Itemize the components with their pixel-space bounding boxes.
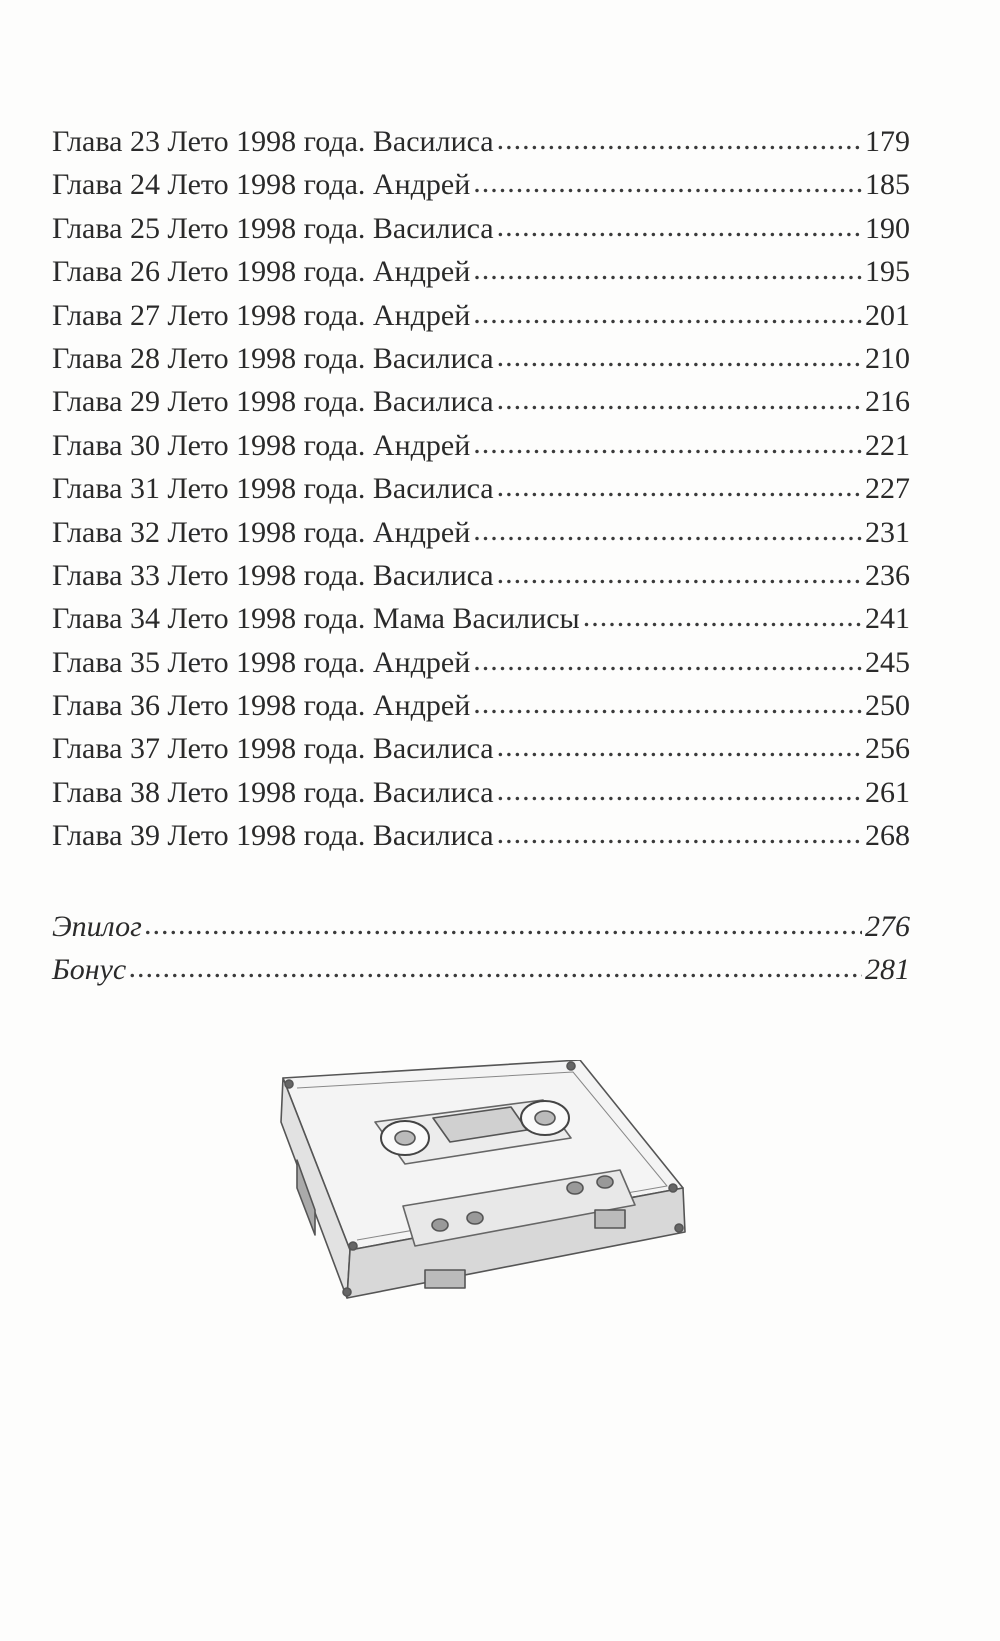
toc-dot-leader — [497, 725, 862, 768]
toc-entry — [52, 511, 910, 554]
toc-entry-page: 190 — [865, 211, 910, 245]
toc-entry — [52, 294, 910, 337]
toc-entry — [52, 814, 910, 857]
toc-entry-page: 236 — [865, 558, 910, 592]
toc-entry — [52, 727, 910, 770]
toc-entry-page: 256 — [865, 732, 910, 766]
toc-dot-leader — [473, 248, 862, 291]
toc-entry-title: Глава 34 Лето 1998 года. Мама Василисы — [52, 602, 580, 636]
toc-dot-leader — [129, 946, 862, 989]
toc-entry-page: 195 — [865, 255, 910, 289]
toc-entry-title: Глава 29 Лето 1998 года. Василиса — [52, 385, 494, 419]
toc-entry-page: 216 — [865, 385, 910, 419]
toc-dot-leader — [497, 552, 862, 595]
toc-dot-leader — [497, 812, 862, 855]
toc-entry-page: 276 — [865, 910, 910, 943]
toc-dot-leader — [583, 595, 862, 638]
toc-entry — [52, 207, 910, 250]
toc-entry-page: 268 — [865, 819, 910, 853]
toc-dot-leader — [497, 465, 862, 508]
toc-entry — [52, 684, 910, 727]
toc-entry-page: 227 — [865, 472, 910, 506]
toc-entry — [52, 771, 910, 814]
toc-entry-bonus — [52, 948, 910, 991]
toc-entry-title: Глава 27 Лето 1998 года. Андрей — [52, 298, 471, 332]
toc-entry-title: Глава 32 Лето 1998 года. Андрей — [52, 515, 471, 549]
toc-dot-leader — [473, 682, 862, 725]
toc-entry — [52, 467, 910, 510]
toc-entry-page: 179 — [865, 125, 910, 158]
toc-entry — [52, 641, 910, 684]
toc-dot-leader — [473, 161, 862, 204]
cassette-tape-icon — [275, 1060, 715, 1370]
toc-entry-title: Бонус — [52, 953, 127, 987]
toc-entry-page: 245 — [865, 645, 910, 679]
toc-entry-title: Глава 35 Лето 1998 года. Андрей — [52, 645, 471, 679]
toc-entry-page: 231 — [865, 515, 910, 549]
table-of-contents — [52, 120, 910, 858]
toc-entry — [52, 120, 910, 163]
toc-entry-title: Глава 23 Лето 1998 года. Василиса — [52, 125, 494, 158]
toc-entry-page: 221 — [865, 428, 910, 462]
toc-entry-title: Эпилог — [52, 910, 142, 943]
toc-entry — [52, 163, 910, 206]
toc-entry-page: 281 — [865, 953, 910, 987]
toc-dot-leader — [473, 422, 862, 465]
toc-entry — [52, 597, 910, 640]
toc-entry-page: 241 — [865, 602, 910, 636]
toc-dot-leader — [473, 292, 862, 335]
toc-entry-title: Глава 39 Лето 1998 года. Василиса — [52, 819, 494, 853]
toc-entry-title: Глава 28 Лето 1998 года. Василиса — [52, 341, 494, 375]
toc-entry-page: 261 — [865, 775, 910, 809]
toc-entry — [52, 424, 910, 467]
toc-entry — [52, 250, 910, 293]
toc-entry-title: Глава 36 Лето 1998 года. Андрей — [52, 689, 471, 723]
toc-entry-page: 201 — [865, 298, 910, 332]
toc-dot-leader — [497, 335, 862, 378]
toc-entry-page: 185 — [865, 168, 910, 202]
toc-entry-title: Глава 26 Лето 1998 года. Андрей — [52, 255, 471, 289]
toc-entry-title: Глава 37 Лето 1998 года. Василиса — [52, 732, 494, 766]
toc-dot-leader — [497, 118, 862, 161]
toc-dot-leader — [497, 769, 862, 812]
toc-entry-epilogue — [52, 905, 910, 948]
toc-entry-title: Глава 31 Лето 1998 года. Василиса — [52, 472, 494, 506]
toc-entry — [52, 380, 910, 423]
toc-entry-title: Глава 24 Лето 1998 года. Андрей — [52, 168, 471, 202]
toc-entry-title: Глава 30 Лето 1998 года. Андрей — [52, 428, 471, 462]
toc-entry-page: 210 — [865, 341, 910, 375]
toc-entry-title: Глава 38 Лето 1998 года. Василиса — [52, 775, 494, 809]
toc-entry — [52, 337, 910, 380]
toc-entry — [52, 554, 910, 597]
toc-entry-title: Глава 33 Лето 1998 года. Василиса — [52, 558, 494, 592]
toc-dot-leader — [473, 639, 862, 682]
toc-dot-leader — [145, 903, 862, 946]
toc-dot-leader — [473, 509, 862, 552]
toc-dot-leader — [497, 205, 862, 248]
toc-extras — [52, 905, 910, 992]
toc-entry-page: 250 — [865, 689, 910, 723]
toc-dot-leader — [497, 378, 862, 421]
toc-entry-title: Глава 25 Лето 1998 года. Василиса — [52, 211, 494, 245]
